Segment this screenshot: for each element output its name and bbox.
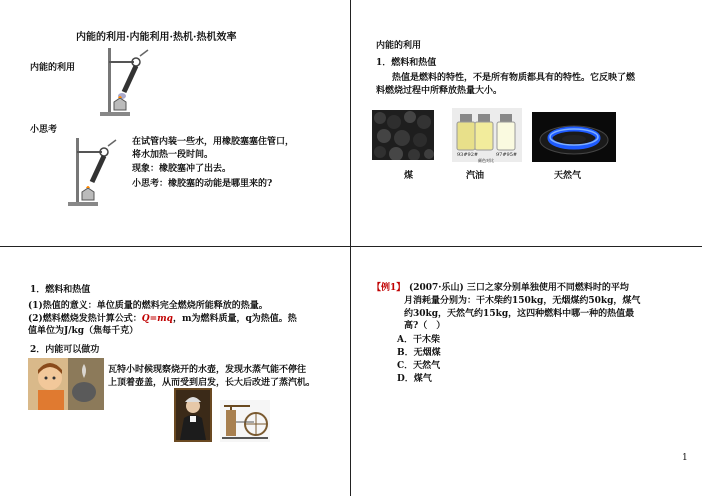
definition-line: (1)热值的意义：单位质量的燃料完全燃烧所能释放的热量。 — [28, 301, 268, 311]
section-label: 内能的利用 — [30, 63, 76, 73]
heading-work: 2．内能可以做功 — [30, 345, 100, 355]
think-label: 小思考 — [30, 125, 58, 135]
formula-text: Q=mq — [141, 314, 173, 324]
fuel-heading: 1．燃料和热值 — [376, 58, 437, 68]
option-d: D．煤气 — [397, 374, 432, 384]
apparatus-illustration-2 — [64, 130, 124, 210]
formula-suffix: ，m为燃料质量，q为热值。热 — [172, 314, 297, 324]
question-line: 小思考：橡胶塞的动能是哪里来的? — [132, 179, 273, 189]
slide-1-title: 内能的利用·内能利用·热机·热机效率 — [76, 32, 237, 43]
story-line-2: 上顶着壶盖，从而受到启发，长大后改进了蒸汽机。 — [108, 378, 316, 388]
watt-portrait-image — [174, 388, 212, 442]
formula-line — [28, 313, 297, 325]
option-b: B．无烟煤 — [397, 348, 441, 358]
fuel-paragraph-line-1: 热值是燃料的特性，不是所有物质都具有的特性。它反映了燃 — [392, 73, 636, 83]
apparatus-illustration-1 — [96, 40, 156, 120]
vertical-divider — [350, 0, 351, 496]
heading-fuel-value: 1．燃料和热值 — [30, 285, 91, 295]
question-line-3: 约30kg，天然气约15kg，这四种燃料中哪一种的热值最 — [404, 309, 635, 319]
fuel-paragraph-line-2: 料燃烧过程中所释放热量大小。 — [376, 86, 503, 96]
natural-gas-image — [532, 112, 616, 162]
experiment-line-1: 在试管内装一些水，用橡胶塞塞住管口， — [132, 137, 295, 147]
caption-natural-gas: 天然气 — [554, 171, 582, 181]
section-label-2: 内能的利用 — [376, 41, 422, 51]
question-line-4: 高?（ ） — [404, 321, 446, 331]
unit-line: 值单位为J/kg（焦每千克） — [28, 326, 139, 336]
experiment-line-2: 将水加热一段时间。 — [132, 150, 214, 160]
coal-image — [372, 110, 434, 160]
bottle-label-1: 93#92# — [457, 152, 479, 158]
option-c: C．天然气 — [397, 361, 441, 371]
option-a: A．干木柴 — [397, 335, 440, 345]
formula-prefix: (2)燃料燃烧发热计算公式： — [28, 314, 142, 324]
question-line-2: 月消耗量分别为：干木柴约150kg，无烟煤约50kg，煤气 — [404, 296, 641, 306]
boy-kettle-image — [28, 358, 104, 410]
caption-gasoline: 汽油 — [466, 171, 485, 181]
steam-engine-image — [220, 400, 270, 442]
story-line-1: 瓦特小时候现察烧开的水壶，发现水蒸气能不停往 — [108, 365, 307, 375]
question-line-1: (2007·乐山) 三口之家分别单独使用不同燃料时的平均 — [409, 283, 629, 293]
example-tag: 【例1】 — [372, 283, 406, 293]
caption-coal: 煤 — [404, 171, 414, 181]
bottle-caption: 颜色对比 — [478, 158, 494, 163]
bottle-label-2: 97#95# — [496, 152, 518, 158]
page-number: 1 — [682, 453, 688, 463]
horizontal-divider — [0, 246, 702, 247]
phenomenon-line: 现象：橡胶塞冲了出去。 — [132, 164, 232, 174]
